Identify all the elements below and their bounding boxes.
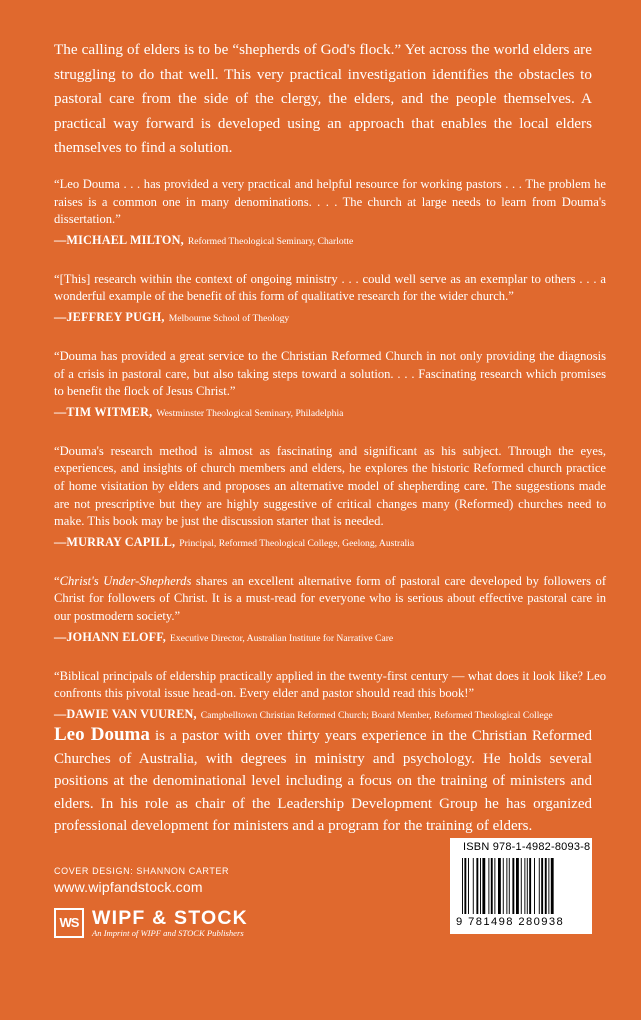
barcode-bars [462, 858, 586, 914]
endorsement [54, 443, 606, 553]
endorser-affiliation: Principal, Reformed Theological College, Geelong, Australia [179, 537, 415, 549]
book-title: Christ's Under-Shepherds [59, 573, 192, 588]
endorsement-attribution [54, 628, 606, 648]
endorser-name: —JOHANN ELOFF, [54, 629, 167, 644]
endorsement-text: “Douma has provided a great service to the Christian Reformed Church in not only providing the diagnosis of a crisis in pastoral care, but also taking steps toward a solution. . . . Fascinating research which promises to benefit the flock of Jesus Christ.” [54, 348, 606, 399]
publisher-logo-mark: WS [54, 908, 84, 938]
quote-open: “ [54, 573, 60, 588]
endorsement-attribution [54, 308, 606, 328]
endorsement [54, 176, 606, 251]
endorsement-text: “[This] research within the context of ongoing ministry . . . could well serve as an exemplar to others . . . a wonderful example of the benefit of this form of qualitative research for the wider church.” [54, 271, 606, 304]
endorser-affiliation: Reformed Theological Seminary, Charlotte [187, 235, 354, 247]
isbn-label: ISBN 978-1-4982-8093-8 [463, 841, 591, 853]
endorsement-text [54, 573, 606, 626]
endorsement-attribution [54, 705, 606, 725]
endorsement-attribution [54, 403, 606, 423]
endorsement-text: “Douma's research method is almost as fascinating and significant as his subject. Through the eyes, experiences, and insights of church members and elders, he explores the historic Reformed church practice of home visitation by elders and proposes an alternative model of shepherding care. The suggestions made are not prescriptive but they are highly suggestive of critical changes many (Reformed) churches need to make. This book may be just the discussion starter that is needed. [54, 443, 606, 529]
credits [54, 866, 354, 895]
endorser-name: —MURRAY CAPILL, [54, 534, 176, 549]
quote-body: shares an excellent alternative form of pastoral care developed by followers of Christ for followers of Christ. It is a must-read for everyone who is serious about effective pastoral care in our postmodern society.” [54, 573, 607, 623]
endorsements [54, 176, 606, 745]
endorsement-text: “Leo Douma . . . has provided a very practical and helpful resource for working pastors . . . The problem he raises is a common one in many denominations. . . . The church at large needs to learn from Douma's dissertation.” [54, 177, 606, 227]
endorser-name: —DAWIE VAN VUUREN, [54, 706, 197, 721]
endorser-name: —MICHAEL MILTON, [54, 232, 184, 247]
endorsement [54, 573, 606, 648]
endorser-affiliation: Executive Director, Australian Institute for Narrative Care [170, 632, 394, 644]
endorsement-text: “Biblical principals of eldership practically applied in the twenty-first century — what does it look like? Leo confronts this pivotal issue head-on. Every elder and pastor should read this book!” [54, 668, 606, 701]
endorsement [54, 668, 606, 725]
publisher-logo [54, 908, 374, 944]
endorsement [54, 271, 606, 328]
publisher-website: www.wipfandstock.com [54, 879, 203, 895]
cover-design-credit: COVER DESIGN: SHANNON CARTER [54, 866, 230, 876]
endorsement-attribution [54, 533, 606, 553]
barcode [450, 838, 592, 934]
publisher-name: WIPF & STOCK [92, 907, 248, 929]
barcode-digits: 9 781498 280938 [456, 916, 565, 928]
publisher-tagline: An Imprint of WIPF and STOCK Publishers [92, 928, 244, 938]
endorser-name: —JEFFREY PUGH, [54, 309, 165, 324]
author-name: Leo Douma [54, 724, 150, 745]
author-bio-text: is a pastor with over thirty years experience in the Christian Reformed Churches of Australia, with degrees in ministry and psychology. He holds several positions at the denominational level including a focus on the training of ministers and elders. In his role as chair of the Leadership Development Group he has organized professional development for ministers and a program for the training of elders. [54, 728, 592, 834]
endorser-affiliation: Melbourne School of Theology [168, 312, 290, 324]
endorsement-attribution [54, 231, 606, 251]
author-bio [54, 724, 592, 838]
book-description: The calling of elders is to be “shepherds of God's flock.” Yet across the world elders are struggling to do that well. This very practical investigation identifies the obstacles to pastoral care from the side of the clergy, the elders, and the people themselves. A practical way forward is developed using an approach that enables the local elders themselves to find a solution. [54, 41, 592, 156]
endorser-name: —TIM WITMER, [54, 404, 153, 419]
endorsement [54, 348, 606, 423]
endorser-affiliation: Westminster Theological Seminary, Philadelphia [156, 407, 344, 419]
endorser-affiliation: Campbelltown Christian Reformed Church; Board Member, Reformed Theological College [200, 709, 553, 721]
